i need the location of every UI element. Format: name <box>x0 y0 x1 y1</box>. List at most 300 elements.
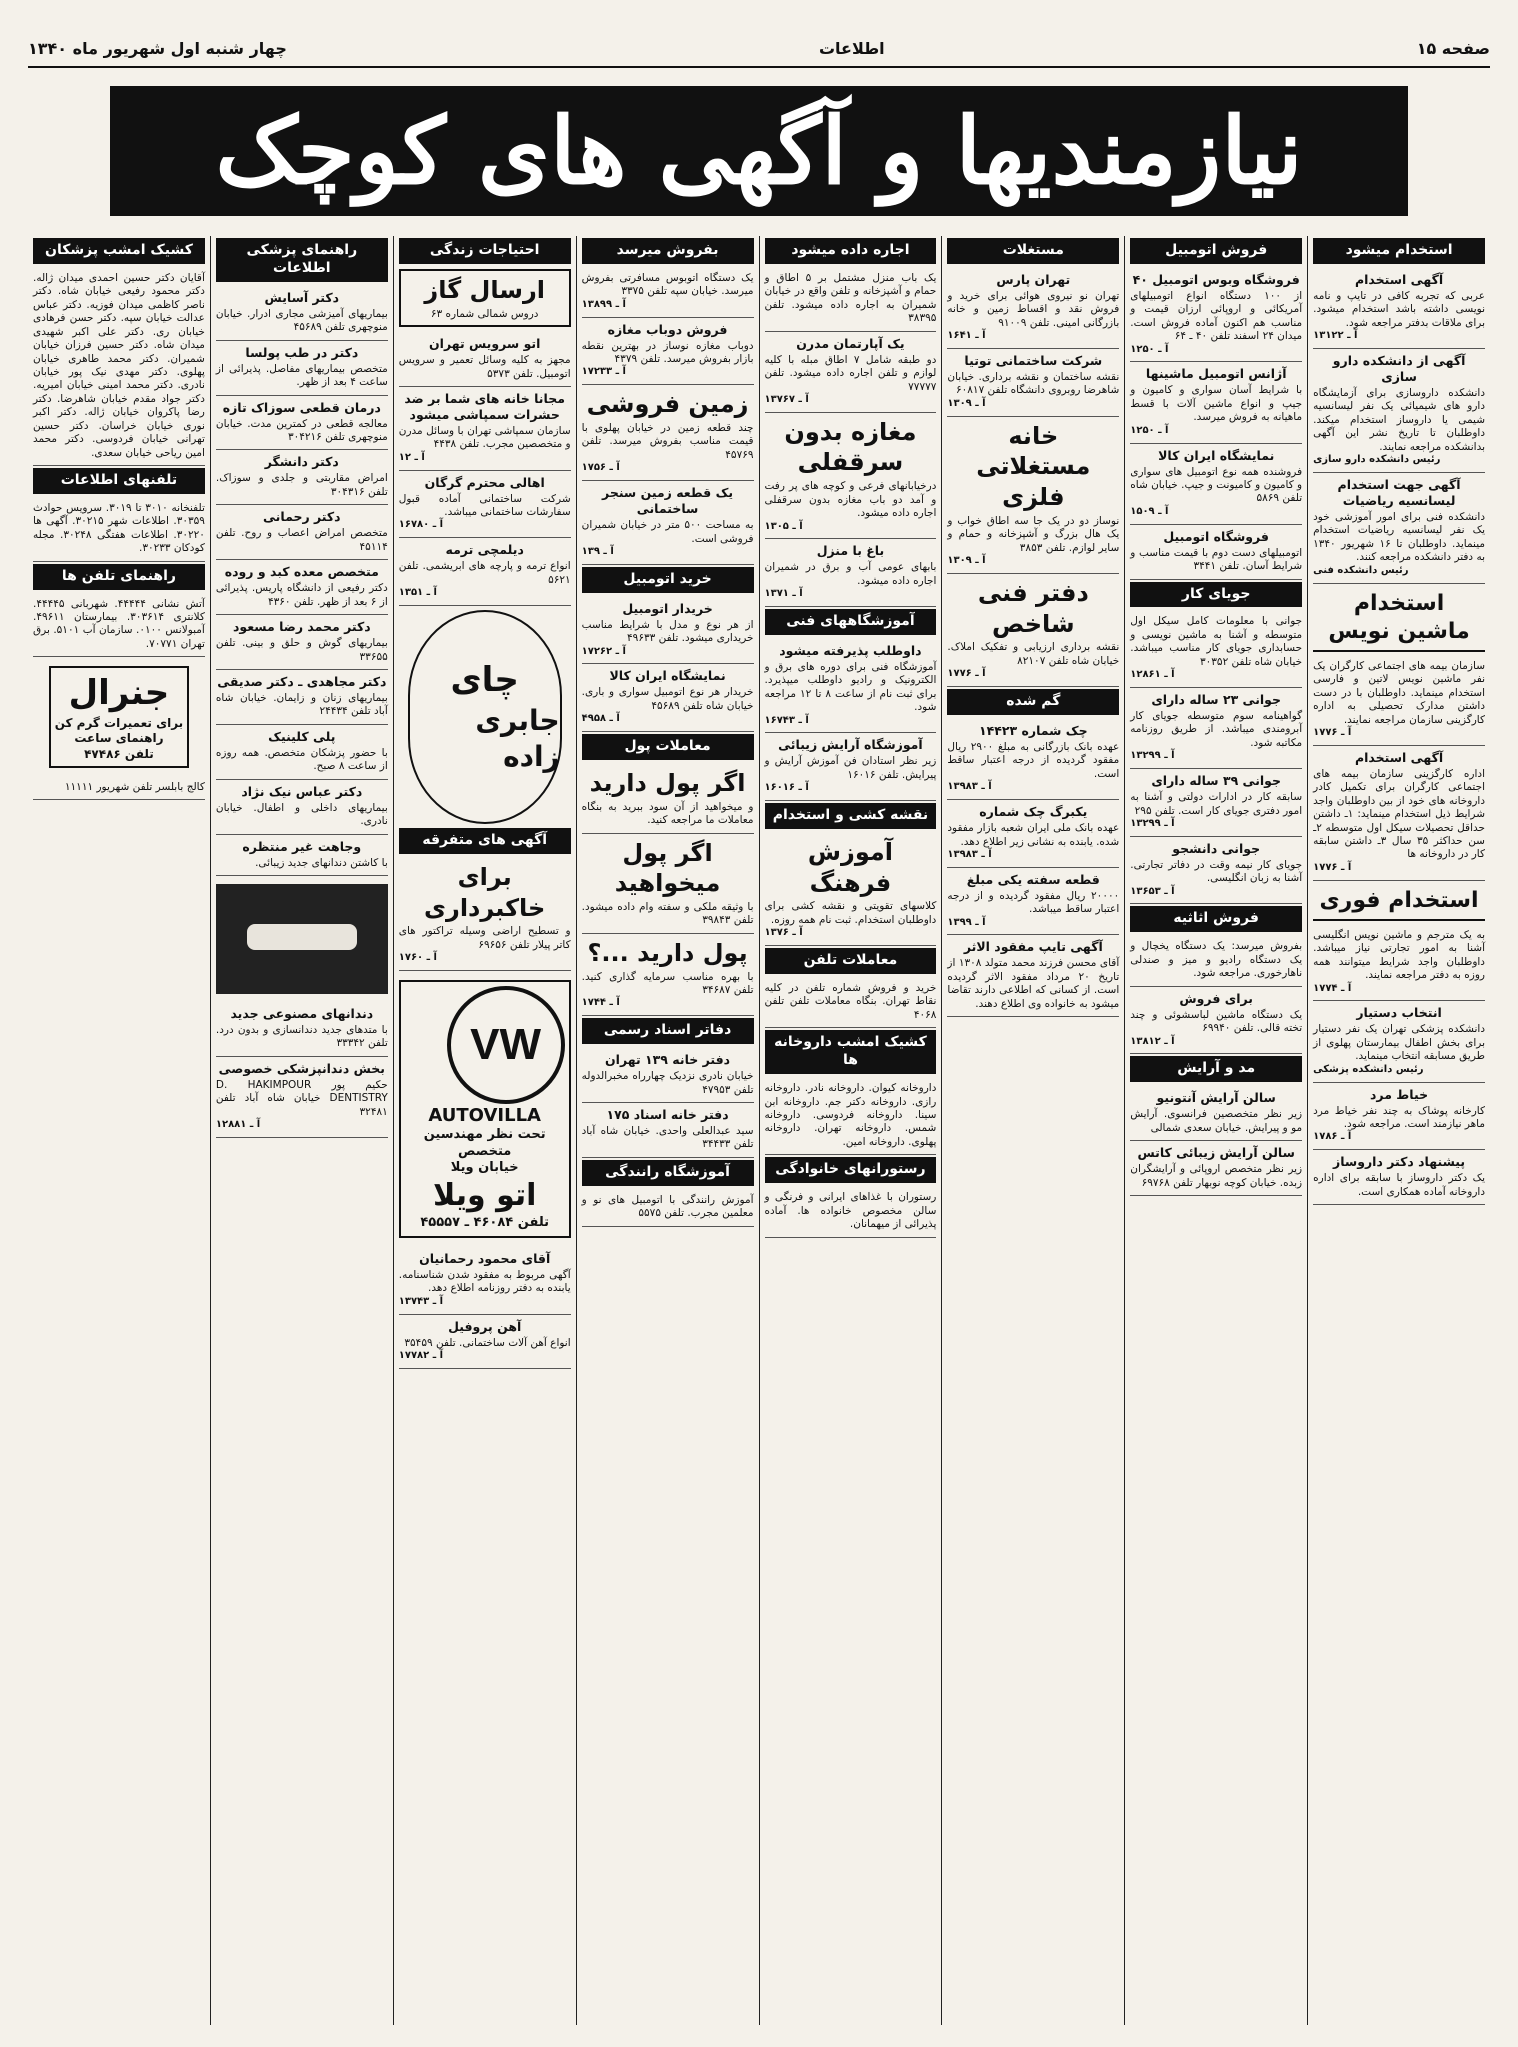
classified-ad <box>1130 1141 1302 1196</box>
section-header: تلفنهای اطلاعات <box>33 468 205 494</box>
ad-body: شرکت ساختمانی آماده قبول سفارشات ساختمانی میباشد. <box>398 492 571 519</box>
ad-number: آ ـ ۱۳۷۱ <box>764 588 803 600</box>
section-header: کشیک امشب داروخانه ها <box>765 1030 937 1074</box>
ad-body: با شرایط آسان سواری و کامیون و جیپ و انواع ماشین آلات با قسط ماهیانه به فروش میرسد. <box>1130 384 1303 424</box>
ad-headline: چک شماره ۱۴۴۲۳ <box>979 722 1088 738</box>
classified-ad <box>1313 268 1485 349</box>
classified-ad <box>216 341 388 396</box>
ad-body: نقشه برداری ارزیابی و تفکیک املاک. خیابان شاه تلفن ۸۲۱۰۷ <box>947 641 1120 667</box>
classified-ad <box>216 396 388 451</box>
ad-headline: جوانی ۳۹ ساله دارای <box>1151 773 1282 789</box>
ad-number: آ ـ ۱۳۰۵ <box>764 520 803 532</box>
section-header: بفروش میرسد <box>582 238 754 264</box>
section-header: فروش اثاثیه <box>1130 906 1302 932</box>
ad-headline: سالن آرایش زیبائی کاتس <box>1137 1145 1295 1161</box>
section-header: استخدام فوری <box>1313 883 1485 921</box>
issue-date: چهار شنبه اول شهریور ماه ۱۳۴۰ <box>28 38 287 58</box>
classified-ad <box>582 1103 754 1158</box>
classified-ad <box>1313 473 1485 584</box>
classified-ad <box>582 318 754 386</box>
ad-column-2 <box>1124 236 1307 2025</box>
classified-ad <box>216 615 388 670</box>
classified-ad <box>1130 611 1302 688</box>
ad-headline: نمایشگاه ایران کالا <box>1158 447 1275 463</box>
ad-body: با متدهای جدید دندانسازی و بدون درد. تلفن ۳۳۳۴۲ <box>215 1024 388 1050</box>
ad-number: آ ـ ۱۳۲۹۹ <box>1130 817 1175 829</box>
ad-body: سازمان سمپاشی تهران با وسائل مدرن و متخصصین مجرب. تلفن ۴۴۳۸ <box>398 424 571 451</box>
stamp-text: جابری زاده <box>475 703 560 773</box>
ad-body: بابهای عومی آب و برق در شمیران اجاره داده میشود. <box>764 561 937 587</box>
classified-ad <box>33 498 205 562</box>
section-header: فروش اتومبیل <box>1130 238 1302 264</box>
ad-headline: یکبرگ چک شماره <box>979 804 1088 820</box>
ad-headline: برای خاکبرداری <box>424 862 546 922</box>
ad-number: آ ـ ۱۷۷۴ <box>1313 982 1352 994</box>
classified-ad <box>765 1078 937 1155</box>
general-ad <box>49 666 190 768</box>
classified-ad <box>216 560 388 615</box>
autovilla-line: تلفن ۴۶۰۸۴ ـ ۴۵۵۵۷ <box>420 1215 550 1231</box>
general-line: جنرال <box>68 673 170 714</box>
classified-ad <box>1130 936 1302 986</box>
classified-ad <box>399 858 571 971</box>
ad-number: آ ـ ۱۳۹۹ <box>947 916 986 928</box>
section-header: احتیاجات زندگی <box>399 238 571 264</box>
ad-number: آ ـ ۱۷۶۰ <box>398 952 437 964</box>
tea-ad-stamp <box>408 610 562 824</box>
section-header: جویای کار <box>1130 582 1302 608</box>
ad-number: آ ـ ۱۷۲۳۳ <box>581 366 626 378</box>
classified-ad <box>582 934 754 1016</box>
ad-headline: تهران پارس <box>996 271 1071 287</box>
ad-body: یک باب منزل مشتمل بر ۵ اطاق و حمام و آشپزخانه و تلفن واقع در خیابان شمیران به اجاره داده میشود. تلفن ۳۸۳۹۵ <box>764 271 937 325</box>
ad-number: آ ـ ۱۲۸۶۱ <box>1130 669 1175 681</box>
section-header: آگهی های متفرقه <box>399 828 571 854</box>
classified-ad <box>216 1002 388 1057</box>
ad-body: اتومبیلهای دست دوم با قیمت مناسب و شرایط آسان. تلفن ۳۴۴۱ <box>1130 546 1303 573</box>
classified-ad <box>216 725 388 780</box>
ad-number: آ ـ ۱۷۷۶ <box>1313 861 1352 873</box>
classified-ad <box>399 387 571 471</box>
ad-headline: آموزشگاه آرایش زیبائی <box>778 737 923 753</box>
ad-body: آقای محسن فرزند محمد متولد ۱۳۰۸ از تاریخ ۲۰ مرداد مفقود الاثر گردیده است. از کسانی که اطلاعی دارند تقاضا میشود به خانواده وی اطلاع دهند. <box>947 957 1120 1010</box>
ad-headline: پیشنهاد دکتر داروساز <box>1333 1154 1466 1170</box>
ad-headline: بخش دندانپزشکی خصوصی <box>218 1060 385 1076</box>
ad-body: معالجه قطعی در کمترین مدت. خیابان منوچهری تلفن ۳۰۴۲۱۶ <box>215 417 388 443</box>
ad-headline: پول دارید ...؟ <box>587 938 748 967</box>
newspaper-page <box>28 30 1490 2025</box>
ad-headline: جوانی ۲۳ ساله دارای <box>1151 692 1282 707</box>
ad-body: کارخانه پوشاک به چند نفر خیاط مرد ماهر نیازمند است. مراجعه شود. <box>1313 1104 1485 1130</box>
ad-headline: خانه مستغلاتی فلزی <box>976 421 1091 512</box>
section-header: نقشه کشی و استخدام <box>765 803 937 829</box>
ad-body: اداره کارگزینی سازمان بیمه های اجتماعی کارگران برای تکمیل کادر داروخانه های خود از بین داوطلبان واجد شرایط ذیل استخدام مینماید: ۱ـ داشتن حداقل تحصیلات سیکل اول متوسطه ۲ـ سن حداکثر ۳۵ سال ۳ـ داشتن سابقه کار در داروخانه ها <box>1313 767 1486 861</box>
ad-headline: یک آپارتمان مدرن <box>796 335 905 351</box>
classified-ad <box>582 597 754 665</box>
classified-ad <box>1313 349 1485 473</box>
ad-headline: برای فروش <box>1179 990 1253 1006</box>
section-header: راهنمای پزشکی اطلاعات <box>216 238 388 282</box>
ad-headline: دکتر دانشگر <box>264 454 339 470</box>
classified-ad <box>1313 925 1485 1002</box>
ad-body: یک دکتر داروساز با سابقه برای اداره داروخانه آماده همکاری است. <box>1313 1172 1485 1198</box>
ad-body: تلفنخانه ۳۰۱۰ تا ۳۰۱۹. سرویس حوادث ۳۰۳۵۹. اطلاعات شهر ۳۰۲۱۵. آگهی ها ۳۰۲۲۰. اطلاعات هفتگی ۳۰۲۴۸. مجله کودکان ۳۰۲۳۳. <box>33 501 205 555</box>
section-header: خرید اتومبیل <box>582 567 754 593</box>
ad-headline: فروشگاه وبوس اتومبیل ۴۰ <box>1132 271 1300 287</box>
classified-ad <box>947 417 1119 574</box>
ad-number: آ ـ ۱۶۰۱۶ <box>764 782 809 794</box>
ad-body: عربی که تجربه کافی در تایپ و نامه نویسی داشته باشد استخدام میشود. برای ملاقات بدفتر مراجعه شود. <box>1313 289 1485 329</box>
ad-headline: دکتر آسایش <box>264 289 340 305</box>
ad-body: با کاشتن دندانهای جدید زیبائی. <box>255 856 388 869</box>
classified-ad <box>216 505 388 560</box>
ad-body: دانشکده فنی برای امور آموزشی خود یک نفر لیسانسیه ریاضیات استخدام مینماید. داوطلبان تا ۱۶ شهریور ۱۳۴۰ به دفتر دانشکده مراجعه کنند. <box>1313 511 1485 564</box>
section-header: مستغلات <box>947 238 1119 264</box>
ad-headline: اتو سرویس تهران <box>428 336 541 352</box>
classified-ad <box>947 868 1119 936</box>
ad-body: دو طبقه شامل ۷ اطاق مبله با کلیه لوازم و تلفن اجاره داده میشود. تلفن ۷۷۷۷۷ <box>764 353 937 393</box>
ad-body: و تسطیح اراضی وسیله تراکتور های کاتر پیلار تلفن ۶۹۶۵۶ <box>398 925 571 951</box>
ad-number: آ ـ ۱۷۸۶ <box>1313 1131 1352 1143</box>
autovilla-line: تحت نظر مهندسین متخصص <box>423 1127 546 1159</box>
autovilla-line: خیابان ویلا <box>450 1160 519 1176</box>
ad-body: عهده بانک ملی ایران شعبه بازار مفقود شده. یابنده به نشانی زیر اطلاع دهد. <box>947 822 1120 848</box>
ad-body: با بهره مناسب سرمایه گذاری کنید. تلفن ۳۴۶۸۷ <box>581 970 754 996</box>
classified-ad <box>33 777 205 800</box>
classified-ad <box>947 935 1119 1017</box>
classified-ad <box>1130 987 1302 1055</box>
ad-body: عهده بانک بازرگانی به مبلغ ۲۹۰۰ ریال مفقود گردیده از درجه اعتبار ساقط است. <box>947 740 1120 780</box>
ad-body: یک دستگاه ماشین لباسشوئی و چند تخته قالی. تلفن ۶۹۹۴۰ <box>1130 1008 1303 1035</box>
ad-body: خریدار هر نوع اتومبیل سواری و باری. خیابان شاه تلفن ۴۵۶۸۹ <box>581 686 754 712</box>
classified-ad <box>765 639 937 734</box>
ad-body: امراض مقاربتی و جلدی و سوزاک. تلفن ۳۰۴۳۱۶ <box>215 472 388 498</box>
ad-figure <box>399 975 571 1243</box>
ad-headline: دفتر خانه ۱۳۹ تهران <box>605 1052 731 1068</box>
classified-ad <box>582 385 754 481</box>
ad-number: آ ـ ۱۷۲۶۲ <box>581 645 626 657</box>
section-header: استخدام میشود <box>1313 238 1485 264</box>
ad-number: رئیس دانشکده دارو سازی <box>1313 454 1441 466</box>
autovilla-line: اتو ویلا <box>432 1177 537 1213</box>
ad-headline: زمین فروشی <box>586 390 749 419</box>
section-header: راهنمای تلفن ها <box>33 564 205 590</box>
section-header: مد و آرایش <box>1130 1056 1302 1082</box>
classified-ad <box>1130 688 1302 769</box>
ad-number: آ ـ ۱۷۷۸۲ <box>398 1350 444 1361</box>
classified-ad <box>1130 769 1302 837</box>
ad-headline: دندانهای مصنوعی جدید <box>230 1006 374 1021</box>
ad-headline: آژانس اتومبیل ماشینها <box>1145 366 1287 382</box>
ad-headline: دکتر محمد رضا مسعود <box>232 619 371 635</box>
ad-body: جوانی با معلومات کامل سیکل اول متوسطه و آشنا به ماشین نویسی و حسابداری جویای کار مناسب میباشد. خیابان شاه تلفن ۳۰۳۵۲ <box>1130 615 1303 668</box>
ad-headline: ارسال گاز <box>424 275 545 304</box>
classified-ad <box>399 332 571 387</box>
ad-number: آ ـ ۱۳۹ <box>581 545 614 557</box>
ad-headline: مغازه بدون سرقفلی <box>784 417 917 477</box>
ad-headline: شرکت ساختمانی توتیا <box>964 353 1103 369</box>
classified-ad <box>1130 268 1302 363</box>
ad-body: جویای کار نیمه وقت در دفاتر تجارتی. آشنا به زبان انگلیسی. <box>1130 858 1303 885</box>
ad-body: درخیابانهای فرعی و کوچه های پر رفت و آمد دو باب مغازه بدون سرقفلی اجاره داده میشود. <box>764 480 937 520</box>
ad-headline: خریدار اتومبیل <box>622 600 713 616</box>
classified-ad <box>399 1247 571 1315</box>
ad-body: آتش نشانی ۴۴۴۴۴. شهربانی ۴۴۴۴۵. کلانتری ۳۰۳۶۱۴. بیمارستان ۴۹۶۱۱. آمبولانس ۰۱۰۰. سازمان آب ۵۱۰۱. برق تهران ۷۰۷۷۱. <box>33 597 205 650</box>
ad-headline: آقای محمود رحمانیان <box>419 1250 551 1266</box>
classified-ad <box>33 594 205 658</box>
ad-headline: دکتر مجاهدی ـ دکتر صدیقی <box>217 673 387 689</box>
section-header: کشیک امشب پزشکان <box>33 238 205 264</box>
ad-body: تهران نو نیروی هوائی برای خرید و فروش نقد و اقساط زمین و خانه بازرگانی امینی. تلفن ۹۱۰۰۹ <box>947 289 1120 329</box>
ad-number: آ ـ ۱۳۷۶۷ <box>764 393 809 405</box>
ad-number: آ ـ ۱۳۸۱۲ <box>1130 1035 1175 1047</box>
ad-headline: دکتر رحمانی <box>263 509 341 525</box>
ad-figure <box>399 610 571 824</box>
ad-column-8 <box>28 236 210 2025</box>
classified-ad <box>216 670 388 725</box>
section-header: رستورانهای خانوادگی <box>765 1157 937 1183</box>
ad-body: بیماریهای گوش و حلق و بینی. تلفن ۳۳۶۵۵ <box>215 637 388 663</box>
ad-number: آ ـ ۱۳۲۹۹ <box>1130 750 1175 762</box>
ad-number: آ ـ ۱۷۵۶ <box>581 462 620 474</box>
ad-headline: دکتر در طب پولسا <box>245 344 359 360</box>
ad-headline: فروشگاه اتومبیل <box>1163 528 1269 544</box>
ad-figure <box>33 661 205 773</box>
section-header: اجاره داده میشود <box>765 238 937 264</box>
ad-number: آ ـ ۱۳۷۶ <box>764 927 803 939</box>
classified-ad <box>399 538 571 606</box>
classified-ad <box>765 978 937 1028</box>
classified-ad <box>216 450 388 505</box>
ad-number: آ ـ ۱۳۱۲۲ <box>1313 330 1358 342</box>
ad-body: و میخواهید از آن سود ببرید به بنگاه معاملات ما مراجعه کنید. <box>581 800 754 827</box>
autovilla-ad <box>399 980 571 1238</box>
ad-body: نقشه ساختمان و نقشه برداری. خیابان شاهرضا روبروی دانشگاه تلفن ۶۰۸۱۷ <box>947 371 1120 397</box>
ad-headline: درمان قطعی سوزاک تازه <box>222 399 381 415</box>
page-header <box>28 30 1490 68</box>
ad-headline: پلی کلینیک <box>268 728 336 744</box>
ad-body: ۲۰۰۰۰ ریال مفقود گردیده و از درجه اعتبار ساقط میباشد. <box>947 889 1120 916</box>
ad-column-5 <box>576 236 759 2025</box>
ad-body: متخصص بیماریهای مفاصل. پذیرائی از ساعت ۴ بعد از ظهر. <box>215 362 388 389</box>
classified-ad <box>947 574 1119 687</box>
vw-logo-icon: VW <box>447 986 565 1104</box>
general-line: راهنمای ساعت <box>74 731 164 746</box>
ad-number: آ ـ ۱۵۰۹ <box>1130 505 1169 517</box>
classified-ad <box>765 332 937 413</box>
ad-number: آ ـ ۱۲ <box>398 451 425 463</box>
ad-number: آ ـ ۱۳۰۹ <box>947 397 986 409</box>
ad-body: حکیم پور D. HAKIMPOUR DENTISTRY خیابان شاه آباد تلفن ۳۲۴۸۱ <box>215 1078 388 1118</box>
ad-number: آ ـ ۱۶۷۸۰ <box>398 519 444 531</box>
section-header: آموزشگاههای فنی <box>765 609 937 635</box>
classified-ad <box>1130 1086 1302 1141</box>
ad-body: به یک مترجم و ماشین نویس انگلیسی آشنا به امور تجارتی نیاز میباشد. داوطلبان واجد شرایط میتوانند همه روزه به دفتر مراجعه نمایند. <box>1313 928 1485 982</box>
classified-ad <box>582 268 754 318</box>
ad-column-7 <box>210 236 393 2025</box>
ad-body: دانشکده پزشکی تهران یک نفر دستیار برای بخش اطفال بیمارستان پهلوی از طریق مسابقه انتخاب مینماید. <box>1313 1023 1485 1063</box>
ad-headline: دیلمچی ترمه <box>445 542 524 558</box>
ad-number: رئیس دانشکده فنی <box>1313 564 1409 576</box>
classified-ad <box>1130 525 1302 580</box>
ad-headline: نمایشگاه ایران کالا <box>609 668 726 684</box>
ad-headline: سالن آرایش آنتونیو <box>1156 1090 1276 1106</box>
classified-ad <box>582 1048 754 1103</box>
autovilla-line: AUTOVILLA <box>428 1104 541 1126</box>
ad-number: آ ـ ۱۷۷۶ <box>1313 727 1352 739</box>
page-number: صفحه ۱۵ <box>1416 38 1490 58</box>
classified-ad <box>1313 746 1485 881</box>
dental-photo <box>216 884 388 994</box>
classified-ad <box>216 1057 388 1138</box>
classified-ad <box>1130 444 1302 525</box>
ad-body: کلاسهای تقویتی و نقشه کشی برای داوطلبان استخدام. ثبت نام همه روزه. <box>764 900 937 926</box>
paper-name: اطلاعات <box>818 38 885 58</box>
classified-ad <box>947 268 1119 349</box>
ad-body: آموزش رانندگی با اتومبیل های نو و معلمین مجرب. تلفن ۵۵۷۵ <box>581 1193 754 1220</box>
ad-columns <box>28 236 1490 2025</box>
ad-body: زیر نظر استادان فن آموزش آرایش و پیرایش. تلفن ۱۶۰۱۶ <box>764 755 937 781</box>
ad-body: گواهینامه سوم متوسطه جویای کار آبرومندی میباشد. از طریق روزنامه مکاتبه شود. <box>1130 710 1303 749</box>
ad-body: سازمان بیمه های اجتماعی کارگران یک نفر ماشین نویس لاتین و فارسی استخدام مینماید. داوطلبان با در دست داشتن مدارک تحصیلی به اداره کارگزینی سازمان مراجعه نمایند. <box>1313 659 1485 726</box>
classified-ad <box>947 719 1119 800</box>
classified-ad <box>216 780 388 835</box>
general-line: تلفن ۴۷۴۸۶ <box>84 746 154 761</box>
classified-ad <box>1130 362 1302 443</box>
ad-body: بفروش میرسد: یک دستگاه یخچال و یک دستگاه رادیو و میز و صندلی ناهارخوری. مراجعه شود. <box>1130 940 1303 980</box>
ad-number: آ ـ ۱۷۷۶ <box>947 668 986 680</box>
ad-column-4 <box>759 236 942 2025</box>
classified-ad <box>399 269 571 327</box>
ad-headline: خیاط مرد <box>1370 1086 1429 1102</box>
classifieds-banner: نیازمندیها و آگهی های کوچک <box>110 86 1408 216</box>
ad-headline: وجاهت غیر منتظره <box>242 838 362 854</box>
ad-body: آموزشگاه فنی برای دوره های برق و الکترونیک و رادیو داوطلب میپذیرد. برای ثبت نام از ساعت ۸ تا ۱۲ مراجعه شود. <box>764 660 937 714</box>
ad-body: سابقه کار در ادارات دولتی و آشنا به امور دفتری جویای کار است. تلفن ۲۹۵ <box>1130 791 1303 817</box>
classified-ad <box>582 834 754 934</box>
classified-ad <box>582 664 754 732</box>
ad-number: آ ـ ۱۶۷۴۳ <box>764 714 809 726</box>
ad-headline: آگهی استخدام <box>1354 271 1444 287</box>
ad-body: فروشنده همه نوع اتومبیل های سواری و کامیون و کامیونت و جیپ. خیابان شاه تلفن ۵۸۶۹ <box>1130 465 1303 505</box>
classified-ad <box>582 764 754 834</box>
ad-body: کالج بابلسر تلفن شهریور ۱۱۱۱۱ <box>64 780 205 793</box>
classified-ad <box>1130 837 1302 905</box>
ad-body: بیماریهای زنان و زایمان. خیابان شاه آباد تلفن ۲۴۴۳۴ <box>215 691 388 718</box>
ad-body: بیماریهای آمیزشی مجاری ادرار. خیابان منوچهری تلفن ۴۵۶۸۹ <box>215 307 388 334</box>
ad-body: از هر نوع و مدل با شرایط مناسب خریداری میشود. تلفن ۴۹۶۳۳ <box>581 618 754 645</box>
ad-body: از ۱۰۰ دستگاه انواع اتومبیلهای آمریکائی و اروپائی ارزان قیمت و مناسب هم اکنون آماده فروش است. میدان ۲۴ اسفند تلفن ۴۰ ـ ۶۴ <box>1130 289 1303 343</box>
ad-body: رستوران با غذاهای ایرانی و فرنگی و سالن مخصوص خانواده ها. آماده پذیرائی از میهمانان. <box>764 1191 937 1231</box>
classified-ad <box>947 800 1119 868</box>
ad-headline: آگهی از دانشکده دارو سازی <box>1332 353 1466 385</box>
ad-body: انواع آهن آلات ساختمانی. تلفن ۳۵۴۵۹ <box>404 1336 571 1349</box>
section-header: استخدام ماشین نویس <box>1313 586 1485 652</box>
classified-ad <box>765 268 937 332</box>
ad-headline: داوطلب پذیرفته میشود <box>779 642 922 658</box>
ad-column-3 <box>941 236 1124 2025</box>
ad-body: انواع ترمه و پارچه های ابریشمی. تلفن ۵۶۲۱ <box>398 560 571 586</box>
ad-headline: اگر پول میخواهید <box>614 838 721 898</box>
ad-headline: قطعه سفته یکی مبلغ <box>966 871 1100 887</box>
ad-body: زیر نظر متخصص اروپائی و آرایشگران زبده. خیابان کوچه نوبهار تلفن ۶۹۷۶۸ <box>1130 1163 1303 1189</box>
section-header: گم شده <box>947 689 1119 715</box>
ad-headline: انتخاب دستیار <box>1356 1005 1442 1021</box>
classified-ad <box>1313 1001 1485 1082</box>
classified-ad <box>216 286 388 341</box>
classified-ad <box>582 1190 754 1227</box>
section-header: دفاتر اسناد رسمی <box>582 1018 754 1044</box>
ad-number: آ ـ ۴۹۵۸ <box>581 713 620 725</box>
ad-body: با حضور پزشکان متخصص. همه روزه از ساعت ۸ صبح. <box>215 746 388 773</box>
ad-number: آ ـ ۱۳۷۴۳ <box>398 1295 444 1307</box>
section-header: معاملات پول <box>582 734 754 760</box>
classified-ad <box>582 481 754 565</box>
ad-headline: آگهی تایپ مفقود الاثر <box>963 939 1103 955</box>
ad-body: داروخانه کیوان. داروخانه نادر. داروخانه رازی. داروخانه دکتر جم. داروخانه ابن سینا. داروخانه فردوسی. داروخانه شمس. داروخانه تهران. داروخانه پهلوی. داروخانه امین. <box>764 1082 937 1148</box>
classified-ad <box>765 1187 937 1237</box>
ad-number: آ ـ ۱۲۵۰ <box>1130 343 1169 355</box>
ad-number: آ ـ ۱۳۵۱ <box>398 587 437 599</box>
classified-ad <box>765 833 937 946</box>
classified-ad <box>947 349 1119 417</box>
ad-headline: اهالی محترم گرگان <box>424 474 545 490</box>
section-header: آموزشگاه رانندگی <box>582 1160 754 1186</box>
section-header: معاملات تلفن <box>765 948 937 974</box>
ad-headline: آگهی استخدام <box>1354 749 1444 765</box>
classified-ad <box>399 1315 571 1369</box>
ad-number: آ ـ ۱۲۸۸۱ <box>215 1119 261 1131</box>
ad-body: دوباب مغازه نوساز در بهترین نقطه بازار بفروش میرسد. تلفن ۴۳۷۹ <box>581 339 754 366</box>
ad-number: آ ـ ۱۳۹۸۳ <box>947 781 992 793</box>
ad-number: آ ـ ۱۳۸۹۹ <box>581 298 626 310</box>
ad-number: آ ـ ۱۶۴۱ <box>947 330 986 342</box>
ad-headline: باغ با منزل <box>816 543 885 559</box>
ad-body: دانشکده داروسازی برای آزمایشگاه دارو های شیمیائی یک نفر لیسانسیه شیمی یا داروساز استخدام میکند. داوطلبان تا تاریخ نشر این آگهی بدانشکده مراجعه نمایند. <box>1313 387 1485 453</box>
ad-body: آقایان دکتر حسین احمدی میدان ژاله. دکتر محمود رفیعی خیابان شاه. دکتر ناصر کاظمی میدان فوزیه. دکتر عباس عدالت خیابان سپه. دکتر حسن فرهادی خیابان ری. دکتر علی اکبر شهیدی میدان شاه. دکتر حسین فرزان خیابان شمیران. دکتر محمد طاهری خیابان پهلوی. دکتر مهدی نیک پور خیابان نادری. دکتر محمد امینی خیابان امیریه. دکتر جواد مقدم خیابان شاهرضا. دکتر رضا پاکروان خیابان ژاله. دکتر اکبر نوری خیابان خراسان. دکتر حسین تهرانی خیابان فردوسی. دکتر محمد امین ریاحی خیابان سعدی. <box>33 271 205 459</box>
ad-number: آ ـ ۱۲۵۰ <box>1130 424 1169 436</box>
ad-headline: دفتر فنی شاخص <box>977 578 1089 638</box>
ad-body: به مساحت ۵۰۰ متر در خیابان شمیران فروشی است. <box>581 519 754 545</box>
general-line: برای تعمیرات گرم کن <box>54 715 184 730</box>
ad-figure <box>216 880 388 998</box>
ad-body: دروس شمالی شماره ۶۳ <box>430 307 539 320</box>
ad-headline: آگهی جهت استخدام لیسانسیه ریاضیات <box>1337 477 1461 508</box>
ad-number: آ ـ ۱۳۶۵۳ <box>1130 885 1175 897</box>
ad-headline: آهن پروفیل <box>448 1318 522 1334</box>
ad-number: آ ـ ۱۳۰۹ <box>947 555 986 567</box>
ad-headline: مجانا خانه های شما بر ضد حشرات سمپاشی میشود <box>404 390 565 422</box>
classified-ad <box>765 413 937 540</box>
ad-headline: متخصص معده کبد و روده <box>224 564 379 580</box>
classified-ad <box>765 733 937 801</box>
classified-ad <box>1313 656 1485 746</box>
ad-column-1 <box>1307 236 1490 2025</box>
ad-body: متخصص امراض اعصاب و روح. تلفن ۴۵۱۱۴ <box>215 527 388 553</box>
ad-body: زیر نظر متخصصین فرانسوی. آرایش مو و پیرایش. خیابان سعدی شمالی <box>1130 1108 1303 1134</box>
ad-headline: جوانی دانشجو <box>1172 840 1261 856</box>
ad-headline: دکتر عباس نیک نژاد <box>241 783 363 799</box>
stamp-text: چای <box>450 660 519 701</box>
ad-headline: آموزش فرهنگ <box>807 838 893 897</box>
ad-body: یک دستگاه اتوبوس مسافرتی بفروش میرسد. خیابان سپه تلفن ۳۳۷۵ <box>581 271 754 298</box>
ad-body: خیابان نادری نزدیک چهارراه مخبرالدوله تلفن ۴۷۹۵۳ <box>581 1070 754 1096</box>
ad-body: سید عبدالعلی واحدی. خیابان شاه آباد تلفن ۳۴۴۳۳ <box>581 1124 754 1151</box>
ad-headline: اگر پول دارید <box>589 768 746 797</box>
classified-ad <box>765 539 937 607</box>
ad-number: آ ـ ۱۷۴۴ <box>581 997 620 1009</box>
ad-body: با وثیقه ملکی و سفته وام داده میشود. تلفن ۳۹۸۴۳ <box>581 900 754 927</box>
